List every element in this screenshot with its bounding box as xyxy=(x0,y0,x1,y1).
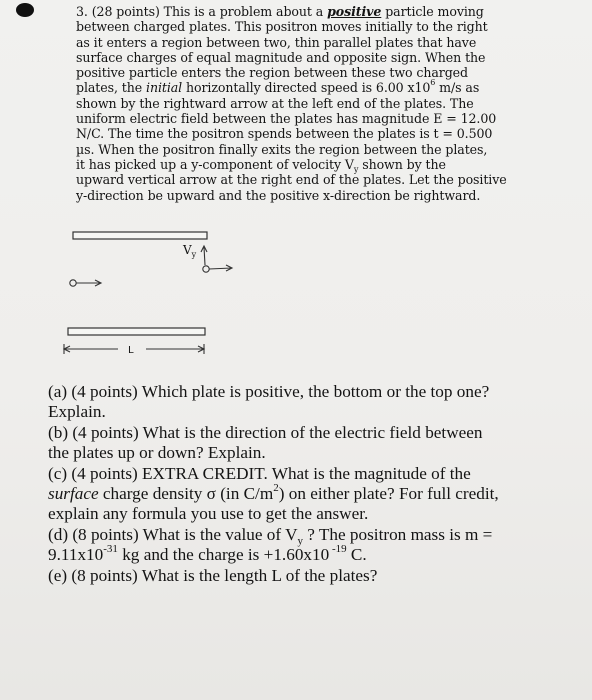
question-b: (b) (4 points) What is the direction of the electric field between xyxy=(48,422,483,442)
problem-line-4: surface charges of equal magnitude and opposite sign. When the xyxy=(76,49,486,65)
problem-line-2: between charged plates. This positron moves initially to the right xyxy=(76,19,488,35)
question-d-cont: $9.11x10^{-31}$ kg and the charge is +1.60x10 $^{-19}$ C. xyxy=(48,543,367,565)
problem-line-1: 3. (28 points) This is a problem about a positive particle moving xyxy=(76,4,484,19)
bottom-plate xyxy=(68,328,205,335)
question-a: (a) (4 points) Which plate is positive, the bottom or the top one? xyxy=(48,382,490,401)
question-e: (e) (8 points) What is the length L of the plates? xyxy=(48,565,378,585)
problem-line-8: uniform electric field between the plates has magnitude E = 12.00 xyxy=(76,111,497,127)
problem-line-11: it has picked up a y-component of velocity $V_y$ shown by the xyxy=(76,156,446,174)
problem-line-7: shown by the rightward arrow at the left end of the plates. The xyxy=(76,95,474,111)
question-c-cont-2: explain any formula you use to get the answer. xyxy=(48,504,369,524)
questions xyxy=(48,382,568,586)
vy-arrow xyxy=(204,247,205,265)
problem-line-5: positive particle enters the region between these two charged xyxy=(76,65,468,81)
emphasis-positive: positive xyxy=(327,4,382,19)
problem-line-3: as it enters a region between two, thin parallel plates that have xyxy=(76,34,477,50)
length-dimension xyxy=(64,344,204,354)
emphasis-initial: initial xyxy=(146,80,183,96)
problem-line-10: µs. When the positron finally exits the region between the plates, xyxy=(76,141,488,157)
problem-line-12: upward vertical arrow at the right end of the plates. Let the positive xyxy=(76,172,507,188)
problem-line-13: y-direction be upward and the positive x-direction be rightward. xyxy=(76,187,481,203)
problem-line-9: N/C. The time the positron spends between the plates is t = 0.500 xyxy=(76,126,493,142)
question-c-cont: surface charge density σ (in $C/m^2$) on either plate? For full credit, xyxy=(48,482,499,504)
vy-label: $V_y$ xyxy=(183,243,197,259)
problem-line-6: plates, the initial horizontally directed speed is 6.00 $x10^6$ m/s as xyxy=(76,78,480,96)
exiting-positron xyxy=(201,246,232,272)
entering-positron xyxy=(70,280,101,286)
top-plate xyxy=(73,232,207,239)
question-a-cont: Explain. xyxy=(48,402,106,422)
length-label: L xyxy=(128,345,134,356)
question-c: (c) (4 points) EXTRA CREDIT. What is the magnitude of the xyxy=(48,463,471,483)
question-b-cont: the plates up or down? Explain. xyxy=(48,443,266,463)
question-d: (d) (8 points) What is the value of $V_y$ ? The positron mass is m = xyxy=(48,524,493,547)
